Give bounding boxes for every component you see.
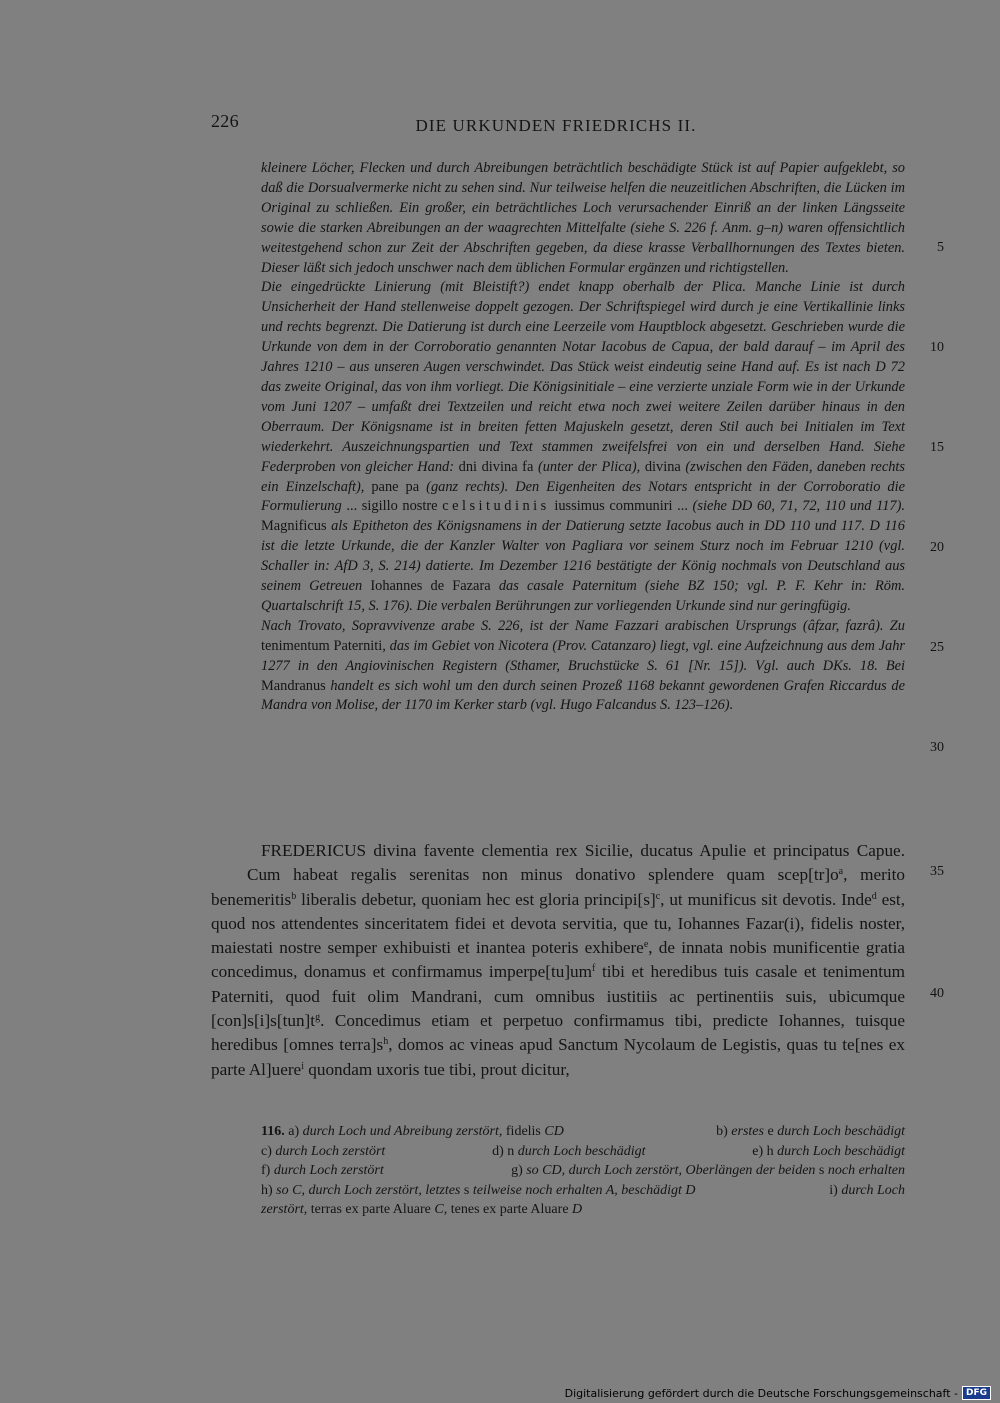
dfg-logo[interactable]: DFG [962, 1386, 991, 1400]
footnote-row: f) durch Loch zerstört g) so CD, durch Loch zerstört, Oberlängen der beiden s noch erhalten [261, 1163, 905, 1178]
line-number: 10 [930, 340, 944, 355]
line-number: 5 [937, 240, 944, 255]
line-number: 35 [930, 864, 944, 879]
commentary-paragraph: Die eingedrückte Linierung (mit Bleistift?) endet knapp oberhalb der Plica. Manche Linie ist durch Unsicherheit der Hand stellenweise doppelt gezogen. Der Schriftspiegel wird durch je eine Vertikallinie links und rechts begrenzt. Die Datierung ist durch eine Leerzeile vom Hauptblock abgesetzt. Geschrieben wurde die Urkunde von dem in der Corroboratio genannten Notar Iacobus de Capua, der bald darauf – im April des Jahres 1210 – aus unseren Augen verschwindet. Das Stück weist eindeutig seine Hand auf. Es ist nach D 72 das zweite Original, das von ihm vorliegt. Die Königsinitiale – eine verzierte unziale Form wie in der Urkunde vom Juni 1207 – umfaßt drei Textzeilen und reicht etwa noch zwei weitere Zeilen darüber hinaus in den Oberraum. Der Königsname ist in breiten fetten Majuskeln gesetzt, deren Stil auch bei Initialen im Text wiederkehrt. Auszeichnungspartien und Text stammen zweifelsfrei von ein und derselben Hand. Siehe Federproben von gleicher Hand: dni divina fa (unter der Plica), divina (zwischen den Fäden, daneben rechts ein Einzelschaft), pane pa (ganz rechts). Den Eigenheiten des Notars entspricht in der Corroboratio die Formulierung ... sigillo nostre celsitudinis iussimus communiri ... (siehe DD 60, 71, 72, 110 und 117). Magnificus als Epitheton des Königsnamens in der Datierung setzte Iacobus auch in DD 110 und 117. D 116 ist die letzte Urkunde, die der Kanzler Walter von Pagliara vor seinem Sturz noch im Februar 1210 (vgl. Schaller in: AfD 3, S. 214) datierte. Im Dezember 1216 bestätigte der König nochmals von Deutschland aus seinem Getreuen Iohannes de Fazara das casale Paternitum (siehe BZ 150; vgl. P. F. Kehr in: Röm. Quartalschrift 15, S. 176). Die verbalen Berührungen zur vorliegenden Urkunde sind nur geringfügig. [261, 279, 906, 614]
page-number: 226 [211, 111, 239, 131]
funding-footer [565, 1385, 991, 1401]
footnote-row: h) so C, durch Loch zerstört, letztes s teilweise noch erhalten A, beschädigt D i) durch Loch [261, 1182, 905, 1198]
commentary [261, 159, 905, 716]
footer-text: Digitalisierung gefördert durch die Deutsche Forschungsgemeinschaft - [564, 1386, 958, 1400]
line-number: 25 [930, 640, 944, 655]
line-number: 15 [930, 440, 944, 455]
footnote-row: c) durch Loch zerstört d) n durch Loch beschädigt e) h durch Loch beschädigt [261, 1143, 905, 1159]
running-title: DIE URKUNDEN FRIEDRICHS II. [415, 116, 697, 135]
charter-paragraph: FREDERICUS divina favente clementia rex Sicilie, ducatus Apulie et principatus Capue.Cum habeat regalis serenitas non minus donativo splendere quam $scep[tr]o^a$, merito benemeritis$^b$ liberalis debetur, quoniam hec est gloria $principi[s]^c$, ut munificus sit devotis. Inde$^d$ est, quod nos attendentes sinceritatem fidei et devota servitia, que tu, Iohannes Fazar(i), fidelis noster, maiestati nostre semper exhibuisti et inantea poteris exhibere$^e$, de innata nobis munificentie gratia concedimus, donamus et confirmamus $imperpe[tu]um^f$ tibi et heredibus tuis casale et tenimentum Paterniti, quod fuit olim Mandrani, cum omnibus iustitiis ac pertinentiis suis, ubicumque $[con]s[i]s[tun]t^g$. Concedimus etiam et perpetuo confirmamus tibi, predicte Iohannes, tuisque heredibus [omnes $terra]s^h$, domos ac vineas apud Sanctum Nycolaum de Legistis, quas tu te[nes ex parte Al]uere$^i$ quondam uxoris tue tibi, prout dicitur, [211, 841, 906, 1079]
intitulatio: FREDERICUS divina favente clementia rex Sicilie, ducatus Apulie et principatus Capue. [261, 841, 905, 860]
footnotes [261, 1122, 905, 1220]
commentary-paragraph: kleinere Löcher, Flecken und durch Abreibungen beträchtlich beschädigte Stück ist auf Papier aufgeklebt, so daß die Dorsualvermerke nicht zu sehen sind. Nur teilweise helfen die neuzeitlichen Abschriften, die Lücken im Original zu schließen. Ein großer, ein beträchtliches Loch verursachender Einriß an der linken Längsseite sowie die starken Abreibungen an der waagrechten Mittelfalte (siehe S. 226 f. Anm. g–n) waren offensichtlich weitestgehend schon zur Zeit der Abschriften gegeben, da diese krasse Verballhornungen des Textes bieten. Dieser läßt sich jedoch unschwer nach dem üblichen Formular ergänzen und richtigstellen. [261, 160, 905, 276]
footnote-row: 116. a) durch Loch und Abreibung zerstört, fidelis CD b) erstes e durch Loch beschädigt [261, 1124, 905, 1139]
line-number: 40 [930, 986, 944, 1001]
commentary-paragraph: Nach Trovato, Sopravvivenze arabe S. 226, ist der Name Fazzari arabischen Ursprungs (âfzar, fazrâ). Zu tenimentum Paterniti, das im Gebiet von Nicotera (Prov. Catanzaro) liegt, vgl. eine Aufzeichnung aus dem Jahr 1277 in den Angiovinischen Registern (Sthamer, Bruchstücke S. 61 [Nr. 15]). Vgl. auch DKs. 18. Bei Mandranus handelt es sich wohl um den durch seinen Prozeß 1168 bekannt gewordenen Grafen Riccardus de Mandra von Molise, der 1170 im Kerker starb (vgl. Hugo Falcandus S. 123–126). [261, 617, 905, 714]
line-number: 30 [930, 740, 944, 755]
charter-text [211, 839, 905, 1082]
line-number: 20 [930, 540, 944, 555]
footnote-row: zerstört, terras ex parte Aluare C, tenes ex parte Aluare D [261, 1202, 583, 1217]
